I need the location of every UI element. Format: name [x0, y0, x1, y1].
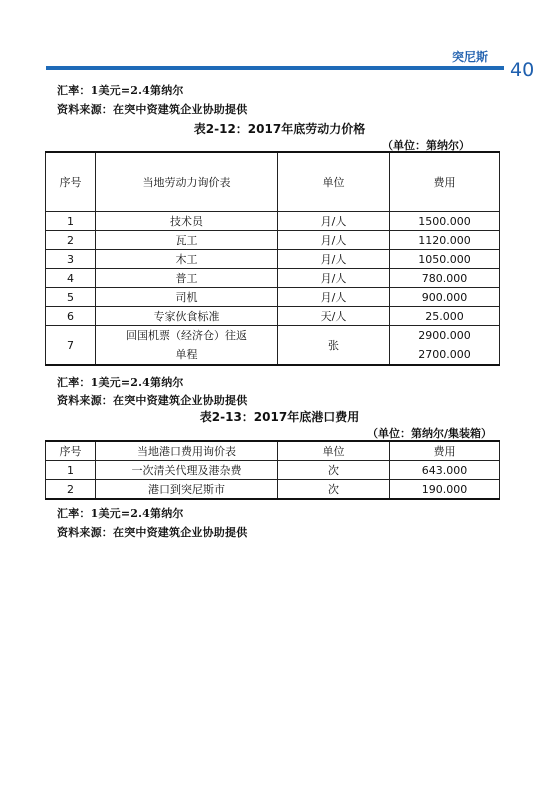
row-price: [390, 326, 500, 366]
table1-rate-note: 汇率：1美元=2.4第纳尔: [57, 376, 184, 389]
row-price: 25.000: [390, 307, 500, 326]
table-row: [46, 288, 500, 307]
header-item: 当地港口费用询价表: [96, 441, 278, 461]
row-item: 木工: [96, 250, 278, 269]
header-no: 序号: [46, 152, 96, 212]
row-item: 瓦工: [96, 231, 278, 250]
row-item: 司机: [96, 288, 278, 307]
row-unit: 次: [278, 480, 390, 500]
header-unit: 单位: [278, 441, 390, 461]
row-price-oneway: 2700.000: [418, 348, 471, 361]
chapter-country: 突尼斯: [452, 50, 489, 64]
row-price-roundtrip: 2900.000: [418, 329, 471, 342]
row-no: 4: [46, 269, 96, 288]
table2-source-note: 资料来源：在突中资建筑企业协助提供: [57, 526, 248, 539]
row-item: 专家伙食标准: [96, 307, 278, 326]
row-price: 900.000: [390, 288, 500, 307]
row-no: 3: [46, 250, 96, 269]
table1-unit: （单位：第纳尔）: [382, 139, 470, 152]
row-price: 1500.000: [390, 212, 500, 231]
row-no: 1: [46, 212, 96, 231]
port-fee-table: [45, 440, 500, 500]
table-header-row: [46, 441, 500, 461]
table-row: [46, 269, 500, 288]
row-item: [96, 326, 278, 366]
row-unit: 次: [278, 461, 390, 480]
exchange-rate-note: 汇率：1美元=2.4第纳尔: [57, 84, 184, 97]
table2-unit: （单位：第纳尔/集装箱）: [367, 427, 493, 440]
page-number: 40: [510, 59, 535, 81]
table-row: [46, 231, 500, 250]
row-unit: 月/人: [278, 269, 390, 288]
labor-price-table: [45, 151, 500, 366]
row-no: 5: [46, 288, 96, 307]
row-no: 2: [46, 480, 96, 500]
table1-source-note: 资料来源：在突中资建筑企业协助提供: [57, 394, 248, 407]
header-unit: 单位: [278, 152, 390, 212]
table-row: [46, 480, 500, 500]
row-item: 技术员: [96, 212, 278, 231]
table-row: [46, 307, 500, 326]
row-unit: 张: [278, 326, 390, 366]
row-price: 190.000: [390, 480, 500, 500]
table-header-row: [46, 152, 500, 212]
row-no: 1: [46, 461, 96, 480]
table2-rate-note: 汇率：1美元=2.4第纳尔: [57, 507, 184, 520]
row-price: 780.000: [390, 269, 500, 288]
row-unit: 月/人: [278, 288, 390, 307]
row-unit: 天/人: [278, 307, 390, 326]
table-row: [46, 326, 500, 366]
table-row: [46, 461, 500, 480]
table-row: [46, 250, 500, 269]
table1-title: 表2-12：2017年底劳动力价格: [193, 122, 366, 136]
header-rule: [46, 66, 504, 70]
source-note: 资料来源：在突中资建筑企业协助提供: [57, 103, 248, 116]
row-price: 643.000: [390, 461, 500, 480]
row-item: 一次清关代理及港杂费: [96, 461, 278, 480]
row-no: 6: [46, 307, 96, 326]
row-item: 港口到突尼斯市: [96, 480, 278, 500]
header-price: 费用: [390, 152, 500, 212]
header-no: 序号: [46, 441, 96, 461]
table-row: [46, 212, 500, 231]
row-unit: 月/人: [278, 212, 390, 231]
table2-title: 表2-13：2017年底港口费用: [199, 410, 360, 424]
row-price: 1120.000: [390, 231, 500, 250]
header-item: 当地劳动力询价表: [96, 152, 278, 212]
row-no: 2: [46, 231, 96, 250]
row-no: 7: [46, 326, 96, 366]
row-price: 1050.000: [390, 250, 500, 269]
header-price: 费用: [390, 441, 500, 461]
row-unit: 月/人: [278, 250, 390, 269]
row-item-line2: 单程: [175, 348, 198, 361]
row-item-line1: 回国机票（经济仓）往返: [126, 329, 247, 342]
row-unit: 月/人: [278, 231, 390, 250]
row-item: 普工: [96, 269, 278, 288]
